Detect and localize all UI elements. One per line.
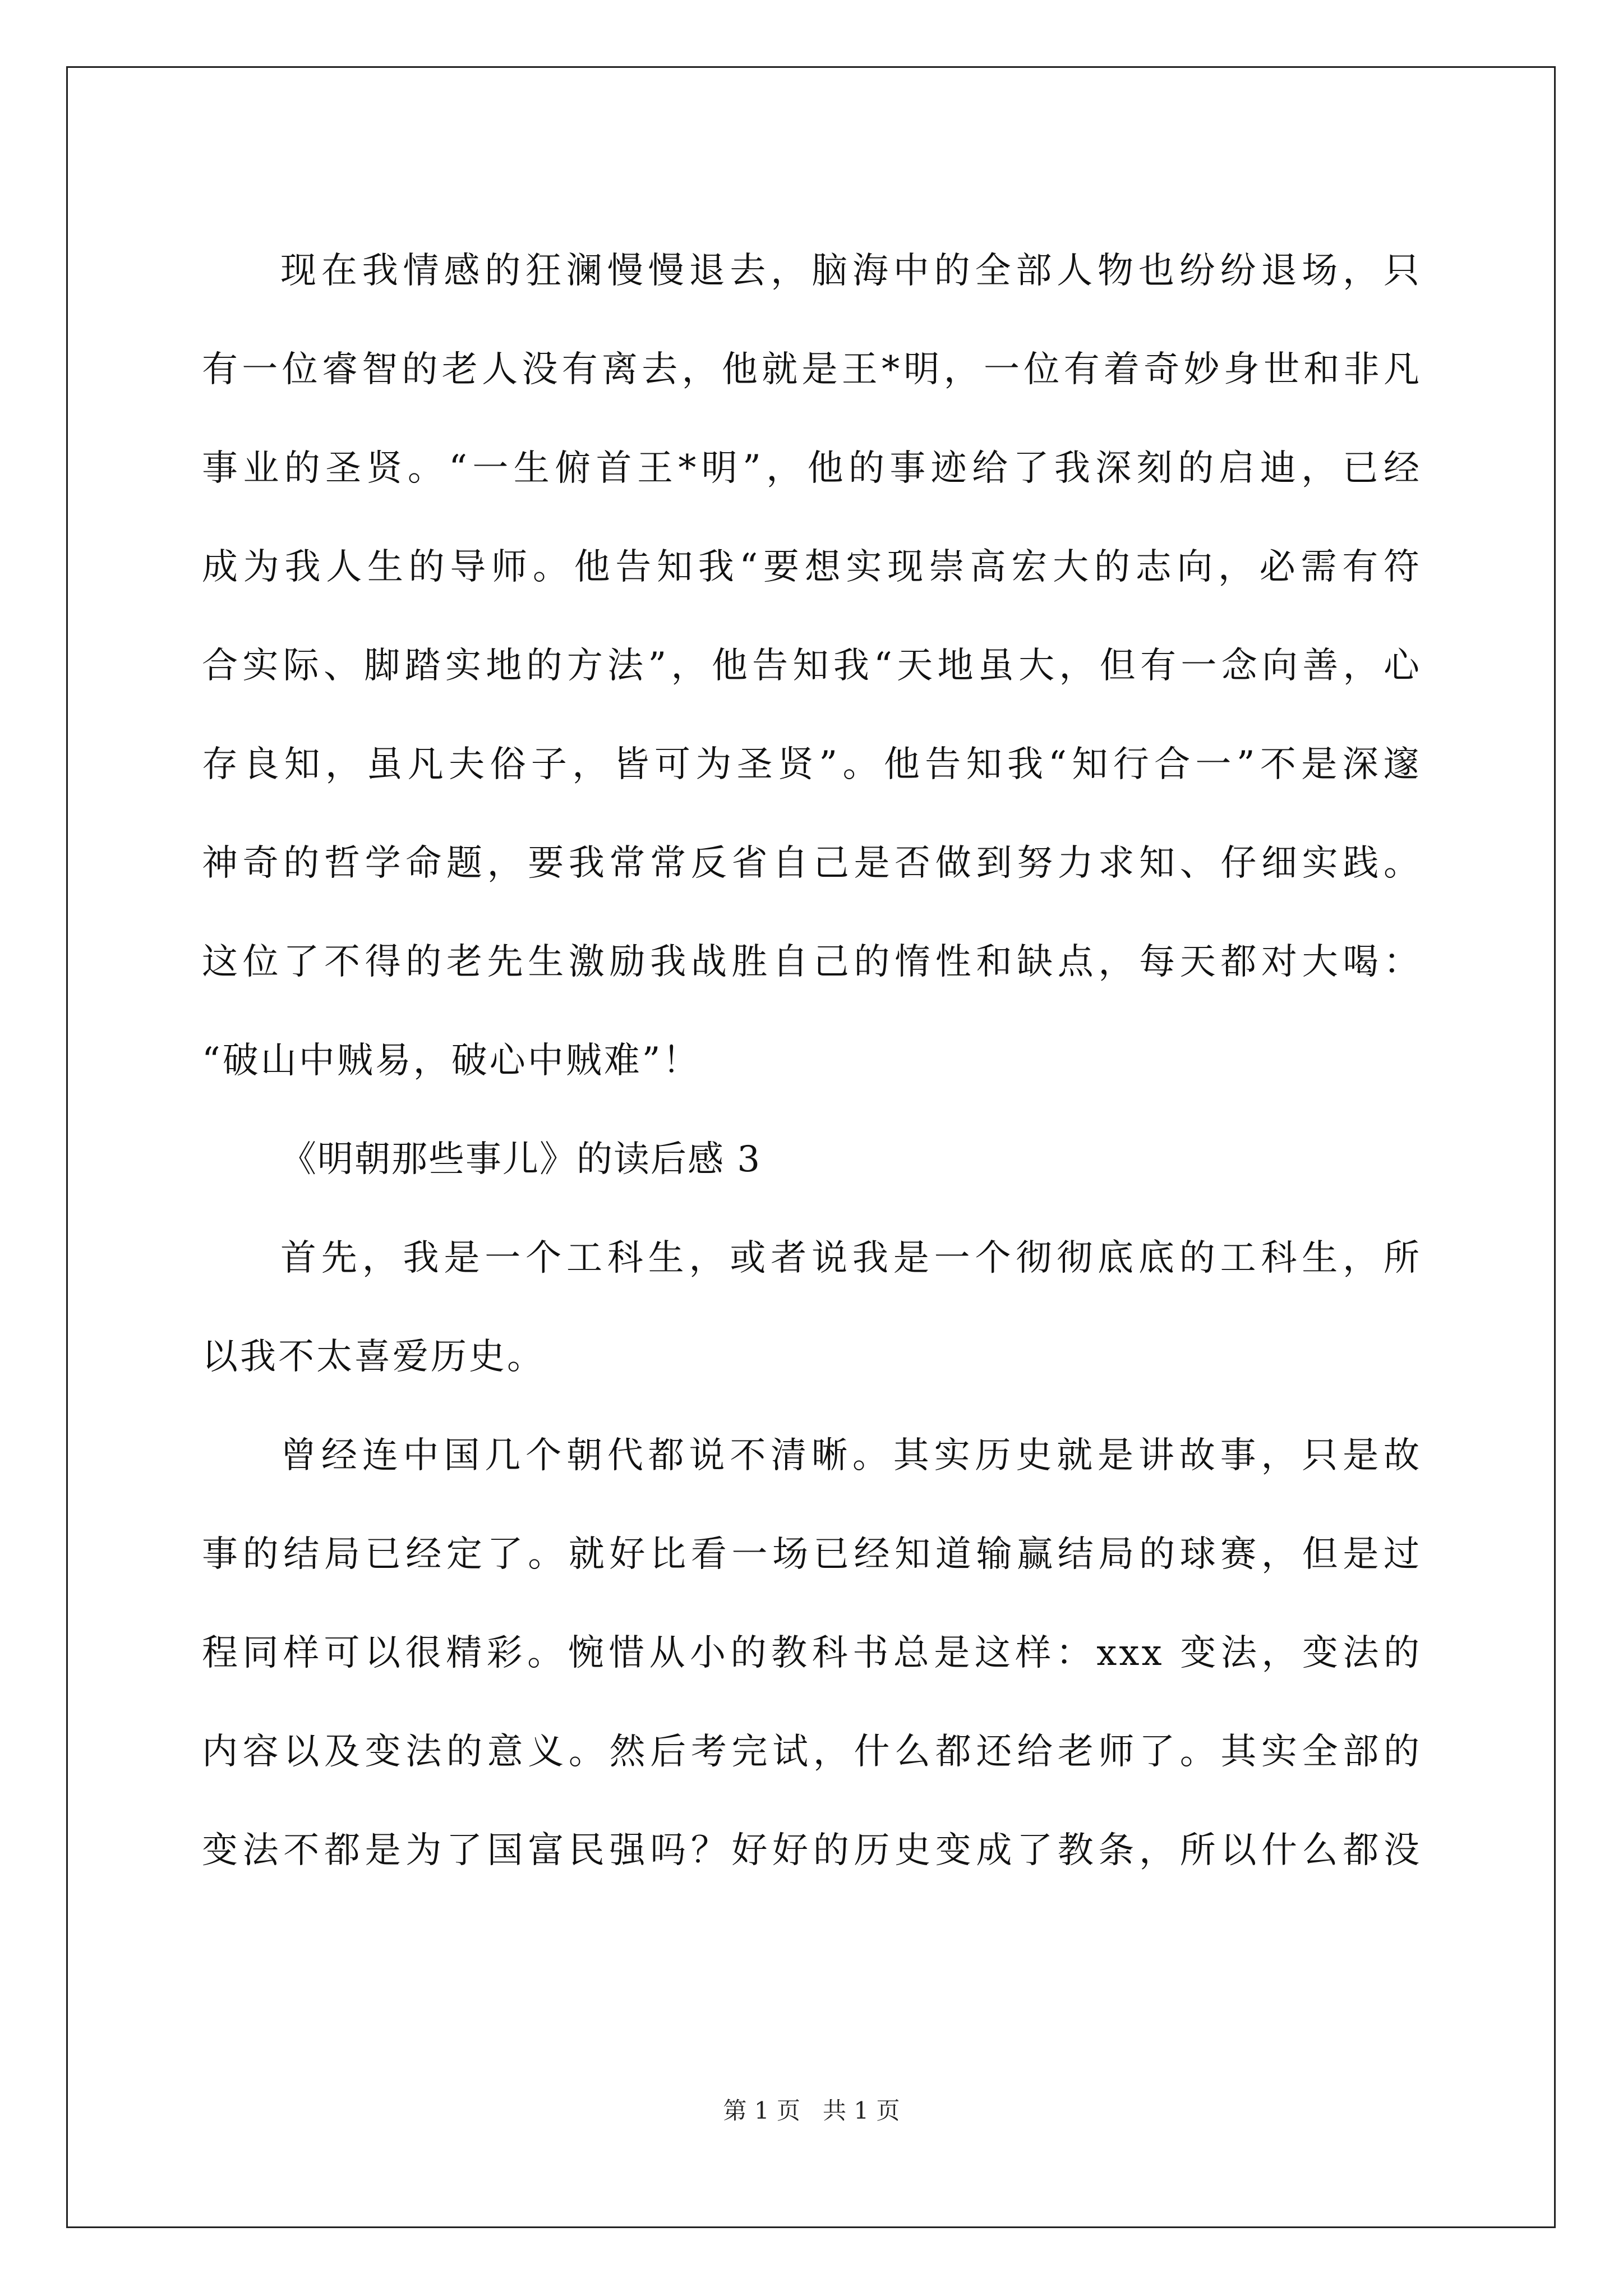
paragraph-line: 这位了不得的老先生激励我战胜自己的惰性和缺点，每天都对大喝： — [202, 941, 1422, 983]
paragraph-line: 神奇的哲学命题，要我常常反省自己是否做到努力求知、仔细实践。 — [202, 843, 1422, 884]
section-heading: 《明朝那些事儿》的读后感 3 — [280, 1139, 762, 1180]
document-body — [202, 222, 1422, 1900]
paragraph-line: 事的结局已经定了。就好比看一场已经知道输赢结局的球赛，但是过 — [202, 1534, 1422, 1575]
paragraph-line: 现在我情感的狂澜慢慢退去，脑海中的全部人物也纷纷退场，只 — [280, 250, 1422, 292]
paragraph-line: 程同样可以很精彩。惋惜从小的教科书总是这样：xxx 变法，变法的 — [202, 1632, 1422, 1674]
paragraph-line: 有一位睿智的老人没有离去，他就是王*明，一位有着奇妙身世和非凡 — [202, 349, 1422, 390]
paragraph-line: 内容以及变法的意义。然后考完试，什么都还给老师了。其实全部的 — [202, 1731, 1422, 1773]
paragraph-line: 首先，我是一个工科生，或者说我是一个彻彻底底的工科生，所 — [280, 1237, 1422, 1279]
page-footer: 第 1 页 共 1 页 — [723, 2097, 900, 2124]
paragraph-line: 曾经连中国几个朝代都说不清晰。其实历史就是讲故事，只是故 — [280, 1435, 1422, 1476]
paragraph-line: 变法不都是为了国富民强吗？好好的历史变成了教条，所以什么都没 — [202, 1830, 1422, 1871]
paragraph-line: “破山中贼易，破心中贼难”！ — [202, 1040, 701, 1082]
paragraph-line: 存良知，虽凡夫俗子，皆可为圣贤”。他告知我“知行合一”不是深邃 — [202, 744, 1422, 785]
paragraph-line: 合实际、脚踏实地的方法”，他告知我“天地虽大，但有一念向善，心 — [202, 645, 1422, 687]
paragraph-line: 以我不太喜爱历史。 — [202, 1336, 545, 1378]
paragraph-line: 事业的圣贤。“一生俯首王*明”，他的事迹给了我深刻的启迪，已经 — [202, 448, 1422, 489]
paragraph-line: 成为我人生的导师。他告知我“要想实现崇高宏大的志向，必需有符 — [202, 546, 1422, 588]
